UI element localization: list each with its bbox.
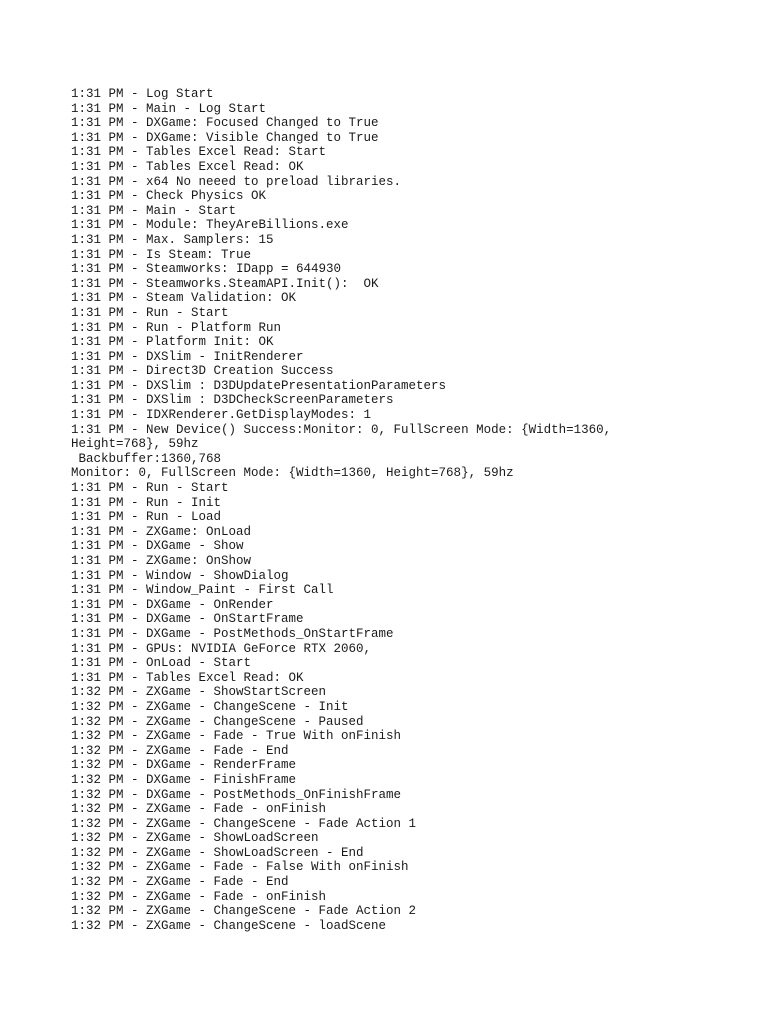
log-line: 1:31 PM - Run - Init <box>71 495 222 510</box>
log-line: 1:31 PM - Is Steam: True <box>71 247 252 262</box>
log-line: 1:31 PM - Run - Load <box>71 510 222 525</box>
log-line: 1:32 PM - ZXGame - Fade - onFinish <box>71 802 327 817</box>
log-line: 1:32 PM - DXGame - FinishFrame <box>71 772 297 787</box>
log-line: 1:31 PM - IDXRenderer.GetDisplayModes: 1 <box>71 408 372 423</box>
log-line: 1:31 PM - DXSlim : D3DUpdatePresentationParameters <box>71 378 447 393</box>
log-line: 1:31 PM - Steam Validation: OK <box>71 291 297 306</box>
log-line: 1:31 PM - Module: TheyAreBillions.exe <box>71 218 349 233</box>
log-line: Backbuffer:1360,768 <box>71 451 222 466</box>
log-line: 1:31 PM - DXGame: Focused Changed to True <box>71 116 379 131</box>
log-line: 1:31 PM - ZXGame: OnLoad <box>71 524 252 539</box>
log-line: 1:31 PM - Tables Excel Read: OK <box>71 670 304 685</box>
log-line: 1:32 PM - DXGame - PostMethods_OnFinishFrame <box>71 787 402 802</box>
log-line: 1:32 PM - ZXGame - ChangeScene - Paused <box>71 714 364 729</box>
log-line: 1:31 PM - Main - Start <box>71 203 237 218</box>
log-line: 1:32 PM - ZXGame - ShowLoadScreen - End <box>71 845 364 860</box>
log-line: 1:32 PM - ZXGame - Fade - True With onFinish <box>71 729 402 744</box>
log-line: Height=768}, 59hz <box>71 437 199 452</box>
log-line: 1:31 PM - Run - Start <box>71 481 229 496</box>
log-line: 1:31 PM - DXSlim - InitRenderer <box>71 349 304 364</box>
log-line: 1:31 PM - Check Physics OK <box>71 189 267 204</box>
log-line: 1:31 PM - x64 No neeed to preload libraries. <box>71 174 402 189</box>
log-line: 1:31 PM - Tables Excel Read: OK <box>71 159 304 174</box>
log-line: 1:31 PM - DXGame - Show <box>71 539 244 554</box>
log-line: 1:31 PM - Log Start <box>71 87 214 101</box>
log-line: 1:32 PM - ZXGame - ShowStartScreen <box>71 685 327 700</box>
log-line: 1:31 PM - DXGame: Visible Changed to True <box>71 130 379 145</box>
log-line: 1:31 PM - DXGame - PostMethods_OnStartFrame <box>71 626 394 641</box>
log-line: 1:32 PM - ZXGame - ChangeScene - loadScene <box>71 918 387 933</box>
log-line: Monitor: 0, FullScreen Mode: {Width=1360, Height=768}, 59hz <box>71 466 514 481</box>
log-line: 1:31 PM - Max. Samplers: 15 <box>71 232 274 247</box>
log-line: 1:31 PM - Tables Excel Read: Start <box>71 145 327 160</box>
log-line: 1:31 PM - GPUs: NVIDIA GeForce RTX 2060, <box>71 641 372 656</box>
log-line: 1:32 PM - ZXGame - ShowLoadScreen <box>71 831 319 846</box>
log-line: 1:31 PM - Direct3D Creation Success <box>71 364 334 379</box>
log-line: 1:32 PM - ZXGame - ChangeScene - Init <box>71 699 349 714</box>
log-line: 1:32 PM - ZXGame - Fade - onFinish <box>71 889 327 904</box>
log-line: 1:32 PM - ZXGame - ChangeScene - Fade Action 1 <box>71 816 417 831</box>
log-line: 1:31 PM - DXSlim : D3DCheckScreenParameters <box>71 393 394 408</box>
log-line: 1:31 PM - Steamworks.SteamAPI.Init(): OK <box>71 276 379 291</box>
log-line: 1:31 PM - Platform Init: OK <box>71 335 274 350</box>
log-line: 1:32 PM - ZXGame - ChangeScene - Fade Action 2 <box>71 904 417 919</box>
log-text <box>71 87 751 933</box>
log-line: 1:31 PM - DXGame - OnStartFrame <box>71 612 304 627</box>
log-line: 1:31 PM - ZXGame: OnShow <box>71 554 252 568</box>
log-line: 1:31 PM - Main - Log Start <box>71 101 267 116</box>
log-line: 1:32 PM - ZXGame - Fade - End <box>71 743 289 758</box>
log-line: 1:32 PM - ZXGame - Fade - False With onFinish <box>71 860 409 875</box>
log-line: 1:31 PM - Window - ShowDialog <box>71 568 289 583</box>
log-line: 1:31 PM - OnLoad - Start <box>71 656 252 671</box>
log-line: 1:32 PM - ZXGame - Fade - End <box>71 875 289 890</box>
log-line: 1:32 PM - DXGame - RenderFrame <box>71 758 297 773</box>
log-line: 1:31 PM - New Device() Success:Monitor: 0, FullScreen Mode: {Width=1360, <box>71 422 612 437</box>
log-line: 1:31 PM - Window_Paint - First Call <box>71 583 334 598</box>
log-line: 1:31 PM - Run - Start <box>71 305 229 320</box>
log-line: 1:31 PM - Run - Platform Run <box>71 320 282 335</box>
log-line: 1:31 PM - Steamworks: IDapp = 644930 <box>71 262 342 277</box>
log-line: 1:31 PM - DXGame - OnRender <box>71 597 274 612</box>
